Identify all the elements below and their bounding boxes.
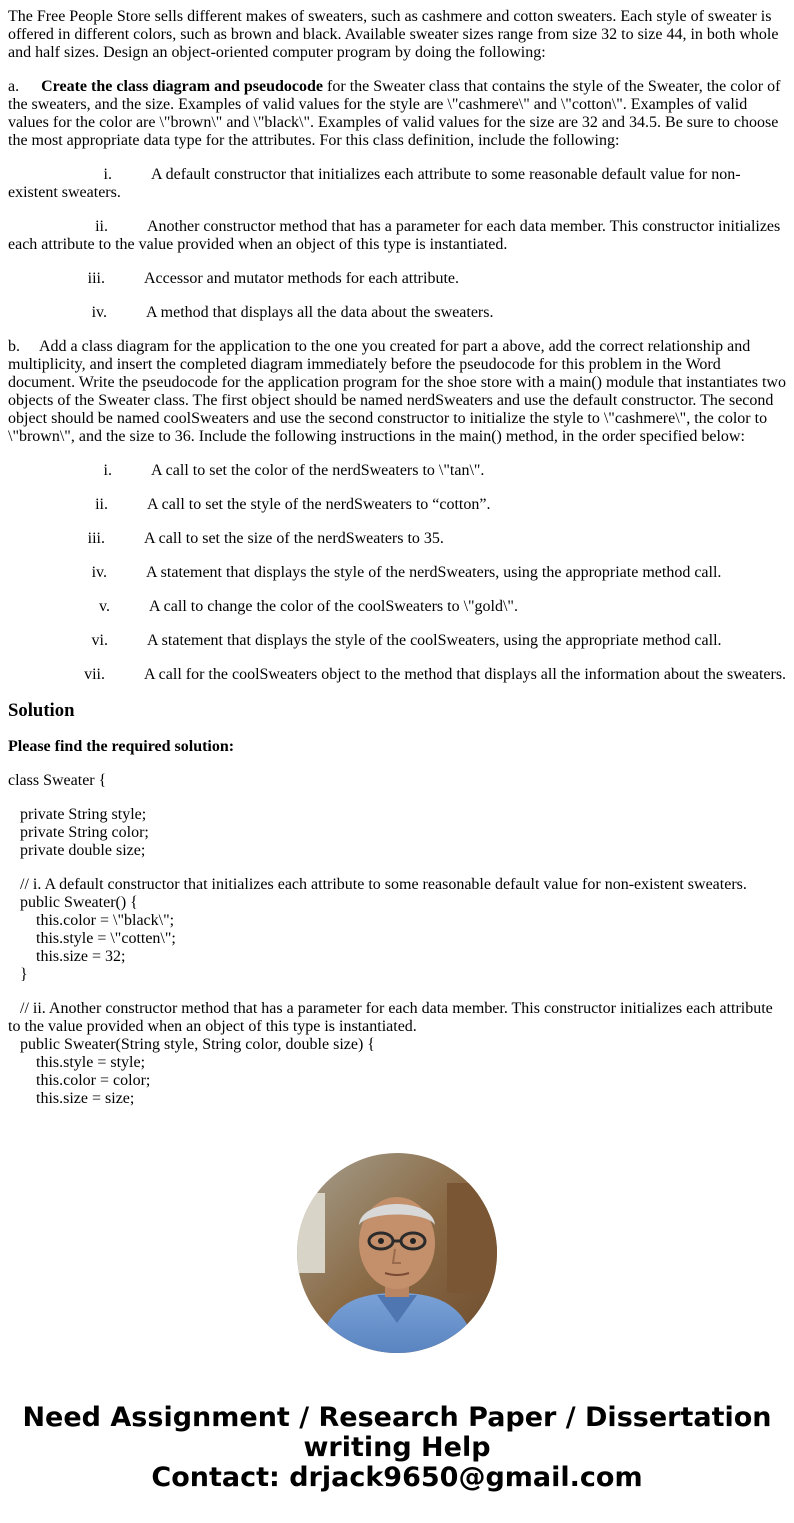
code-class-decl: class Sweater { (8, 772, 107, 789)
code-line: } (20, 966, 28, 983)
code-line: this.size = 32; (36, 948, 126, 965)
solution-heading: Solution (8, 700, 75, 721)
code-fields (8, 806, 788, 860)
document-body (8, 8, 788, 1122)
footer-line-1: Need Assignment / Research Paper / Dissertation (22, 1402, 772, 1433)
footer-line-2: writing Help (303, 1432, 491, 1463)
part-a-paragraph (8, 78, 788, 150)
code-line: public Sweater(String style, String color, double size) { (20, 1036, 375, 1053)
part-b-text: Add a class diagram for the application to the one you created for part a above, add the correct relationship and multiplicity, and insert the completed diagram immediately before the pseudocode for this problem in the Word document. Write the pseudocode for the application program for the shoe store with a main() module that instantiates two objects of the Sweater class. The first object should be named nerdSweaters and use the default constructor. The second object should be named coolSweaters and use the second constructor to initialize the style to \"cashmere\", the color to \"brown\", and the size to 36. Include the following instructions in the main() method, in the order specified below: (8, 338, 786, 445)
footer-contact: Contact: drjack9650@gmail.com (151, 1462, 643, 1493)
part-b-item: iv. A statement that displays the style of the nerdSweaters, using the appropriate method call. (91, 564, 722, 581)
code-line: private String color; (20, 824, 149, 841)
part-a-item: i. A default constructor that initializes each attribute to some reasonable default value for non-existent sweaters. (8, 166, 741, 201)
part-b-item: v. A call to change the color of the coolSweaters to \"gold\". (99, 598, 518, 615)
part-b-item: i. A call to set the color of the nerdSweaters to \"tan\". (103, 462, 485, 479)
code-line: private double size; (20, 842, 146, 859)
code-line: this.color = color; (36, 1072, 151, 1089)
part-b-paragraph (8, 338, 788, 446)
code-param-constructor (8, 1000, 788, 1108)
part-a-text: for the Sweater class that contains the style of the Sweater, the color of the sweaters, and the size. Examples of valid values for the style are \"cashmere\" and \"cotton\". Examples of valid values for the color are \"brown\" and \"black\". Examples of valid values for the size are 32 and 34.5. Be sure to choose the most appropriate data type for the attributes. For this class definition, include the following: (8, 78, 781, 149)
part-a-item: iv. A method that displays all the data about the sweaters. (91, 304, 494, 321)
code-line: this.color = \"black\"; (36, 912, 175, 929)
part-a-bold-title: Create the class diagram and pseudocode (41, 78, 324, 95)
code-comment: // ii. Another constructor method that has a parameter for each data member. This constructor initializes each attribute to the value provided when an object of this type is instantiated. (8, 1000, 773, 1035)
question-intro: The Free People Store sells different makes of sweaters, such as cashmere and cotton sweaters. Each style of sweater is offered in different colors, such as brown and black. Available sweater sizes range from size 32 to size 44, in both whole and half sizes. Design an object-oriented computer program by doing the following: (8, 8, 779, 61)
solution-lead: Please find the required solution: (8, 738, 235, 755)
code-default-constructor (8, 876, 788, 984)
code-line: this.style = style; (36, 1054, 146, 1071)
footer-banner (0, 1403, 794, 1493)
author-portrait-image (297, 1153, 497, 1353)
author-avatar (297, 1153, 497, 1353)
part-a-item: ii. Another constructor method that has a parameter for each data member. This constructor initializes each attribute to the value provided when an object of this type is instantiated. (8, 218, 781, 253)
code-comment: // i. A default constructor that initializes each attribute to some reasonable default value for non-existent sweaters. (20, 876, 747, 893)
part-b-item: iii. A call to set the size of the nerdSweaters to 35. (87, 530, 444, 547)
code-line: this.style = \"cotten\"; (36, 930, 176, 947)
part-b-item: vi. A statement that displays the style of the coolSweaters, using the appropriate method call. (91, 632, 722, 649)
part-b-label: b. (8, 338, 20, 355)
part-b-item: ii. A call to set the style of the nerdSweaters to “cotton”. (95, 496, 491, 513)
code-line: this.size = size; (36, 1090, 135, 1107)
part-b-item: vii. A call for the coolSweaters object to the method that displays all the information about the sweaters. (84, 666, 787, 683)
code-line: public Sweater() { (20, 894, 138, 911)
code-line: private String style; (20, 806, 147, 823)
part-a-label: a. (8, 78, 20, 95)
part-a-item: iii. Accessor and mutator methods for each attribute. (87, 270, 459, 287)
